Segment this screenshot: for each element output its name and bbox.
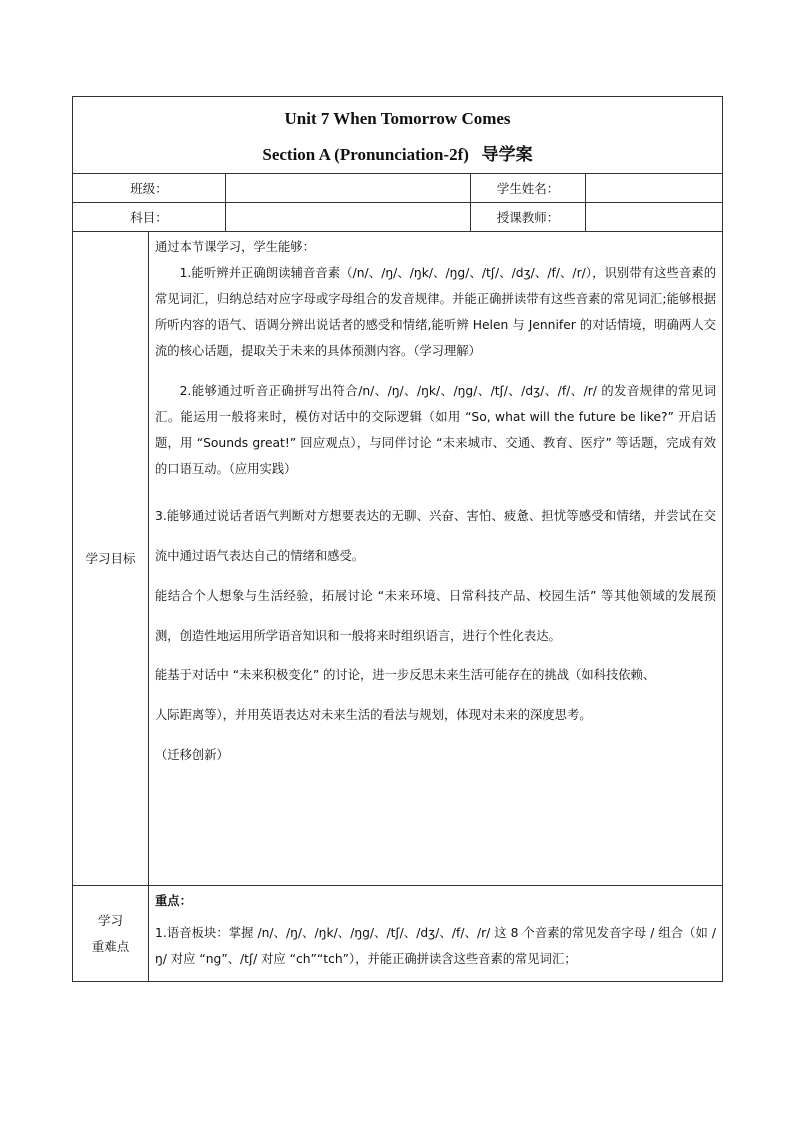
student-name-label: 学生姓名： bbox=[471, 174, 586, 203]
objectives-content bbox=[149, 232, 723, 886]
teacher-field[interactable] bbox=[586, 203, 723, 232]
student-name-field[interactable] bbox=[586, 174, 723, 203]
subject-label: 科目： bbox=[73, 203, 226, 232]
subject-field[interactable] bbox=[226, 203, 471, 232]
keypoints-heading: 重点： bbox=[155, 894, 192, 908]
teacher-label: 授课教师： bbox=[471, 203, 586, 232]
title-cell bbox=[73, 97, 723, 174]
section-title bbox=[73, 143, 722, 167]
unit-title: Unit 7 When Tomorrow Comes bbox=[284, 109, 511, 128]
keypoints-content bbox=[149, 886, 723, 982]
objectives-side-label: 学习目标 bbox=[73, 232, 149, 886]
section-title-en: Section A (Pronunciation-2f) bbox=[262, 145, 469, 164]
objective-3: 3.能够通过说话者语气判断对方想要表达的无聊、兴奋、害怕、疲惫、担忧等感受和情绪，并尝试在交流中通过语气表达自己的情绪和感受。 bbox=[155, 509, 717, 563]
objectives-intro: 通过本节课学习，学生能够： bbox=[155, 240, 315, 254]
worksheet-table bbox=[72, 96, 723, 982]
class-label: 班级： bbox=[73, 174, 226, 203]
class-field[interactable] bbox=[226, 174, 471, 203]
objective-1: 1.能听辨并正确朗读辅音音素（/n/、/ŋ/、/ŋk/、/ŋg/、/tʃ/、/dʒ/、/f/、/r/），识别带有这些音素的常见词汇，归纳总结对应字母或字母组合的发音规律。并能正确拼读带有这些音素的常见词汇;能够根据所听内容的语气、语调分辨出说话者的感受和情绪,能听辨 Helen 与 Jennifer 的对话情境，明确两人交流的核心话题，提取关于未来的具体预测内容。（学习理解） bbox=[155, 266, 717, 358]
objective-5c: （迁移创新） bbox=[155, 748, 229, 762]
keypoints-side-label: 学习 重难点 bbox=[73, 886, 149, 982]
keypoint-1: 1.语音板块：掌握 /n/、/ŋ/、/ŋk/、/ŋg/、/tʃ/、/dʒ/、/f/、/r/ 这 8 个音素的常见发音字母 / 组合（如 /ŋ/ 对应 “ng”、/tʃ/ 对应 “ch”“tch”），并能正确拼读含这些音素的常见词汇； bbox=[155, 926, 717, 966]
objective-4: 能结合个人想象与生活经验，拓展讨论 “未来环境、日常科技产品、校园生活” 等其他领域的发展预测，创造性地运用所学语音知识和一般将来时组织语言，进行个性化表达。 bbox=[155, 589, 717, 643]
worksheet bbox=[72, 96, 722, 982]
objective-5b: 人际距离等），并用英语表达对未来生活的看法与规划，体现对未来的深度思考。 bbox=[155, 708, 592, 722]
objective-2: 2.能够通过听音正确拼写出符合/n/、/ŋ/、/ŋk/、/ŋg/、/tʃ/、/dʒ/、/f/、/r/ 的发音规律的常见词汇。能运用一般将来时，模仿对话中的交际逻辑（如用 “So, what will the future be like?” 开启话题，用 “Sounds great!” 回应观点），与同伴讨论 “未来城市、交通、教育、医疗” 等话题，完成有效的口语互动。（应用实践） bbox=[155, 384, 717, 476]
objective-5a: 能基于对话中 “未来积极变化” 的讨论，进一步反思未来生活可能存在的挑战（如科技依赖、 bbox=[155, 668, 656, 682]
section-title-cn: 导学案 bbox=[481, 145, 533, 165]
